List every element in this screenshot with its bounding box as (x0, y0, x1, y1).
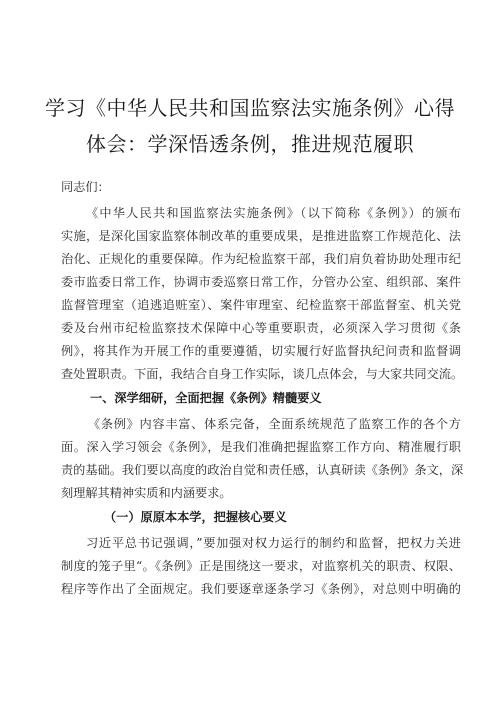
section-heading-1: 一、深学细研，全面把握《条例》精髓要义 (90, 391, 322, 405)
paragraph-3-line: 习近平总书记强调，”要加强对权力运行的制约和监督，把权力关进 (86, 536, 461, 550)
paragraph-1-line: 监督管理室（追逃追赃室）、案件审理室、纪检监察干部监督室、机关党 (61, 298, 461, 312)
paragraph-3-line: 制度的笼子里“。《条例》正是围绕这一要求，对监察机关的职责、权限、 (61, 559, 461, 573)
paragraph-1-line: 委市监委日常工作，协调市委巡察日常工作，分管办公室、组织部、案件 (61, 275, 461, 289)
paragraph-1-line: 委及台州市纪检监察技术保障中心等重要职责，必须深入学习贯彻《条 (61, 321, 461, 335)
paragraph-1-line: 查处置职责。下面，我结合自身工作实际，谈几点体会，与大家共同交流。 (61, 367, 464, 381)
paragraph-2-line: 《条例》内容丰富、体系完备，全面系统规范了监察工作的各个方 (88, 417, 461, 431)
document-title-line-1: 学习《中华人民共和国监察法实施条例》心得 (45, 96, 455, 120)
paragraph-3-line: 程序等作出了全面规定。我们要逐章逐条学习《条例》，对总则中明确的 (61, 582, 461, 596)
paragraph-1-line: 治化、正规化的重要保障。作为纪检监察干部，我们肩负着协助处理市纪 (61, 252, 461, 266)
paragraph-1-line: 《中华人民共和国监察法实施条例》（以下简称《条例》）的颁布 (86, 206, 461, 220)
paragraph-1-line: 实施，是深化国家监察体制改革的重要成果，是推进监察工作规范化、法 (61, 229, 461, 243)
greeting: 同志们： (61, 180, 110, 194)
paragraph-2-line: 责的基础。我们要以高度的政治自觉和责任感，认真研读《条例》条文，深 (61, 463, 464, 477)
subsection-heading-1: （一）原原本本学，把握核心要义 (104, 510, 287, 524)
paragraph-2-line: 面。深入学习领会《条例》，是我们准确把握监察工作方向、精准履行职 (61, 440, 461, 454)
paragraph-1-line: 例》，将其作为开展工作的重要遵循，切实履行好监督执纪问责和监督调 (61, 344, 461, 358)
document-title-line-2: 体会：学深悟透条例，推进规范履职 (86, 132, 414, 156)
paragraph-2-line: 刻理解其精神实质和内涵要求。 (61, 486, 232, 500)
